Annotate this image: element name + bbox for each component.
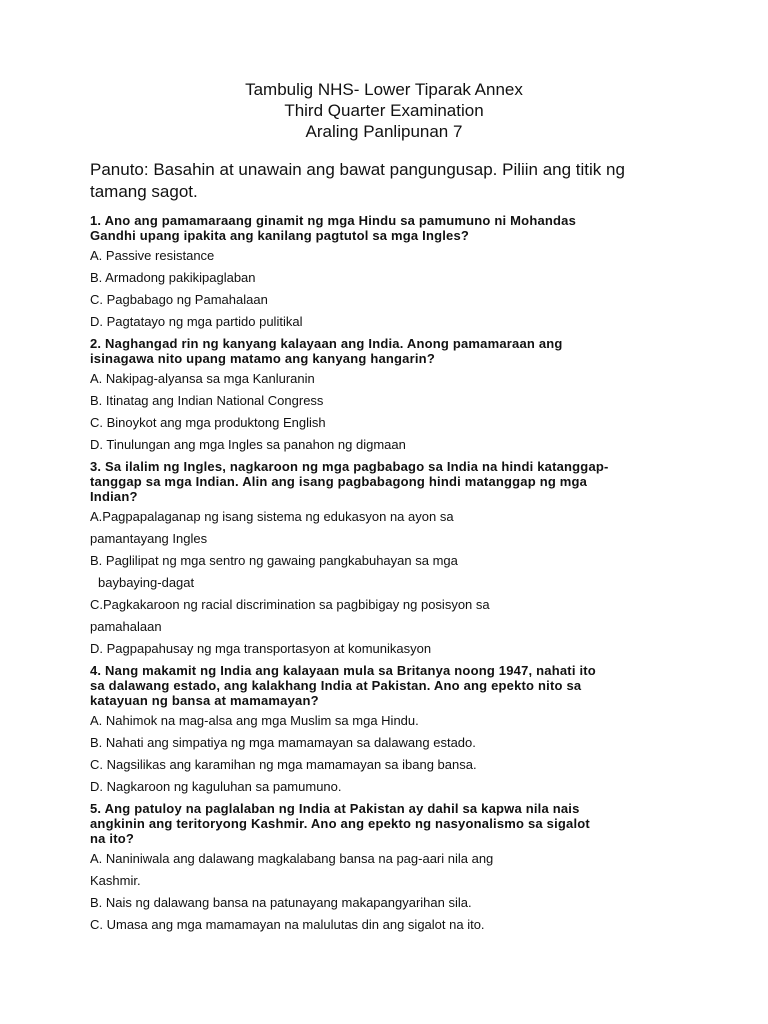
school-name: Tambulig NHS- Lower Tiparak Annex [245, 80, 523, 99]
question-list [90, 213, 690, 939]
question-text: 2. Naghangad rin ng kanyang kalayaan ang India. Anong pamamaraan ang isinagawa nito upang matamo ang kanyang hangarin? [90, 336, 563, 366]
choice-a-continued: Kashmir. [90, 873, 141, 888]
choice-d: D. Tinulungan ang mga Ingles sa panahon ng digmaan [90, 437, 406, 452]
choice-b: B. Itinatag ang Indian National Congress [90, 393, 324, 408]
question-2 [90, 336, 690, 453]
choice-c: C. Pagbabago ng Pamahalaan [90, 292, 268, 307]
choice-c: C.Pagkakaroon ng racial discrimination sa pagbibigay ng posisyon sa [90, 597, 490, 612]
choice-a: A.Pagpapalaganap ng isang sistema ng edukasyon na ayon sa [90, 509, 454, 524]
choice-b: B. Paglilipat ng mga sentro ng gawaing pangkabuhayan sa mga [90, 553, 458, 568]
question-text: 4. Nang makamit ng India ang kalayaan mula sa Britanya noong 1947, nahati ito sa dalawang estado, ang kalakhang India at Pakistan. Ano ang epekto nito sa katayuan ng bansa at mamamayan? [90, 663, 596, 708]
choice-a: A. Nahimok na mag-alsa ang mga Muslim sa mga Hindu. [90, 713, 419, 728]
question-5 [90, 801, 690, 933]
exam-header [0, 79, 768, 142]
choice-b: B. Armadong pakikipaglaban [90, 270, 256, 285]
choice-b: B. Nahati ang simpatiya ng mga mamamayan sa dalawang estado. [90, 735, 476, 750]
choice-a: A. Nakipag-alyansa sa mga Kanluranin [90, 371, 315, 386]
subject-title: Araling Panlipunan 7 [305, 122, 463, 141]
choice-d: D. Pagtatayo ng mga partido pulitikal [90, 314, 303, 329]
exam-title: Third Quarter Examination [284, 101, 484, 120]
choice-c-continued: pamahalaan [90, 619, 162, 634]
choice-c: C. Umasa ang mga mamamayan na malulutas din ang sigalot na ito. [90, 917, 485, 932]
question-text: 1. Ano ang pamamaraang ginamit ng mga Hindu sa pamumuno ni Mohandas Gandhi upang ipakita ang kanilang pagtutol sa mga Ingles? [90, 213, 577, 243]
question-4 [90, 663, 690, 795]
choice-a: A. Naniniwala ang dalawang magkalabang bansa na pag-aari nila ang [90, 851, 494, 866]
choice-c: C. Nagsilikas ang karamihan ng mga mamamayan sa ibang bansa. [90, 757, 477, 772]
question-text: 5. Ang patuloy na paglalaban ng India at Pakistan ay dahil sa kapwa nila nais angkinin ang teritoryong Kashmir. Ano ang epekto ng nasyonalismo sa sigalot na ito? [90, 801, 590, 846]
question-3 [90, 459, 690, 657]
choice-a-continued: pamantayang Ingles [90, 531, 208, 546]
choice-d: D. Pagpapahusay ng mga transportasyon at komunikasyon [90, 641, 432, 656]
choice-a: A. Passive resistance [90, 248, 215, 263]
choice-c: C. Binoykot ang mga produktong English [90, 415, 326, 430]
choice-b-continued: baybaying-dagat [98, 575, 195, 590]
choice-d: D. Nagkaroon ng kaguluhan sa pamumuno. [90, 779, 342, 794]
choice-b: B. Nais ng dalawang bansa na patunayang makapangyarihan sila. [90, 895, 472, 910]
question-text: 3. Sa ilalim ng Ingles, nagkaroon ng mga pagbabago sa India na hindi katanggap- tanggap sa mga Indian. Alin ang isang pagbabagong hindi matanggap ng mga Indian? [90, 459, 609, 504]
question-1 [90, 213, 690, 330]
instructions: Panuto: Basahin at unawain ang bawat pangungusap. Piliin ang titik ng tamang sagot. [90, 160, 625, 201]
